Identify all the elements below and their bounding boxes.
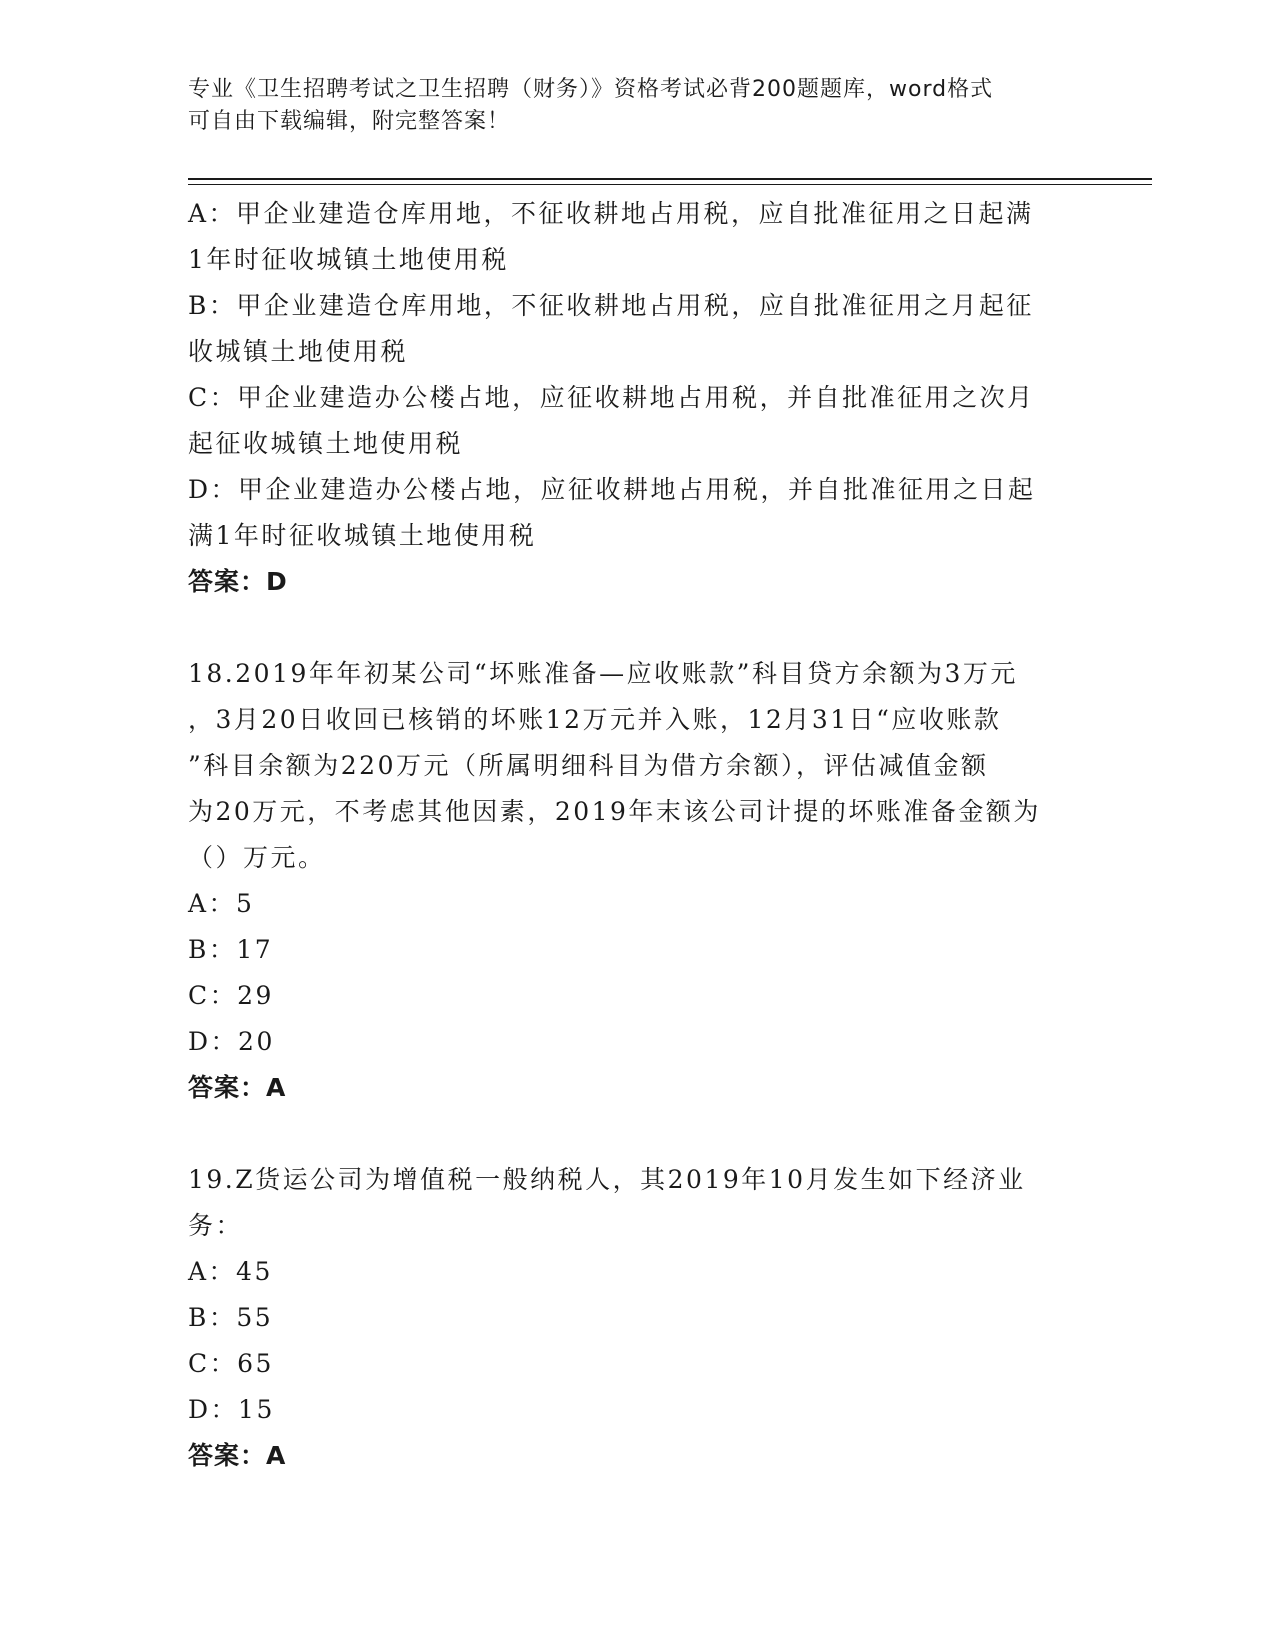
q17-option-c-line-1: C：甲企业建造办公楼占地，应征收耕地占用税，并自批准征用之次月	[188, 383, 1035, 412]
q19-option-c: C：65	[188, 1349, 274, 1378]
q18-option-c: C：29	[188, 981, 274, 1010]
document-header	[188, 74, 1078, 138]
q18-option-d: D：20	[188, 1027, 275, 1056]
q18-stem-line-2: ，3月20日收回已核销的坏账12万元并入账，12月31日“应收账款	[188, 705, 1002, 734]
q19-stem-line-2: 务：	[188, 1211, 244, 1240]
header-line-2: 可自由下载编辑，附完整答案！	[188, 109, 511, 134]
q19-option-a: A：45	[188, 1257, 273, 1286]
q18-option-a: A：5	[188, 889, 255, 918]
q17-option-b-line-1: B：甲企业建造仓库用地，不征收耕地占用税，应自批准征用之月起征	[188, 291, 1034, 320]
q17-option-c-line-2: 起征收城镇土地使用税	[188, 429, 464, 458]
question-17-block	[188, 191, 1078, 605]
q18-stem-line-3: ”科目余额为220万元（所属明细科目为借方余额），评估减值金额	[188, 751, 989, 780]
spacer	[188, 1111, 1078, 1157]
q18-option-b: B：17	[188, 935, 274, 964]
header-rule-thick	[188, 178, 1152, 180]
q19-stem-line-1: 19.Z货运公司为增值税一般纳税人，其2019年10月发生如下经济业	[188, 1165, 1026, 1194]
spacer	[188, 605, 1078, 651]
q18-stem-line-5: （）万元。	[188, 843, 326, 872]
document-body	[188, 191, 1078, 1479]
q18-stem-line-1: 18.2019年年初某公司“坏账准备—应收账款”科目贷方余额为3万元	[188, 659, 1018, 688]
question-19-block	[188, 1157, 1078, 1479]
q19-option-b: B：55	[188, 1303, 274, 1332]
q17-option-b-line-2: 收城镇土地使用税	[188, 337, 409, 366]
q19-option-d: D：15	[188, 1395, 275, 1424]
q19-answer: 答案：A	[188, 1441, 287, 1470]
header-line-1: 专业《卫生招聘考试之卫生招聘（财务）》资格考试必背200题题库，word格式	[188, 77, 994, 102]
q17-option-a-line-1: A：甲企业建造仓库用地，不征收耕地占用税，应自批准征用之日起满	[188, 199, 1034, 228]
q17-answer: 答案：D	[188, 567, 288, 596]
question-18-block	[188, 651, 1078, 1111]
q17-option-a-line-2: 1年时征收城镇土地使用税	[188, 245, 509, 274]
q17-option-d-line-1: D：甲企业建造办公楼占地，应征收耕地占用税，并自批准征用之日起	[188, 475, 1036, 504]
q18-answer: 答案：A	[188, 1073, 287, 1102]
q17-option-d-line-2: 满1年时征收城镇土地使用税	[188, 521, 537, 550]
header-rule-thin	[188, 184, 1152, 185]
q18-stem-line-4: 为20万元，不考虑其他因素，2019年末该公司计提的坏账准备金额为	[188, 797, 1041, 826]
